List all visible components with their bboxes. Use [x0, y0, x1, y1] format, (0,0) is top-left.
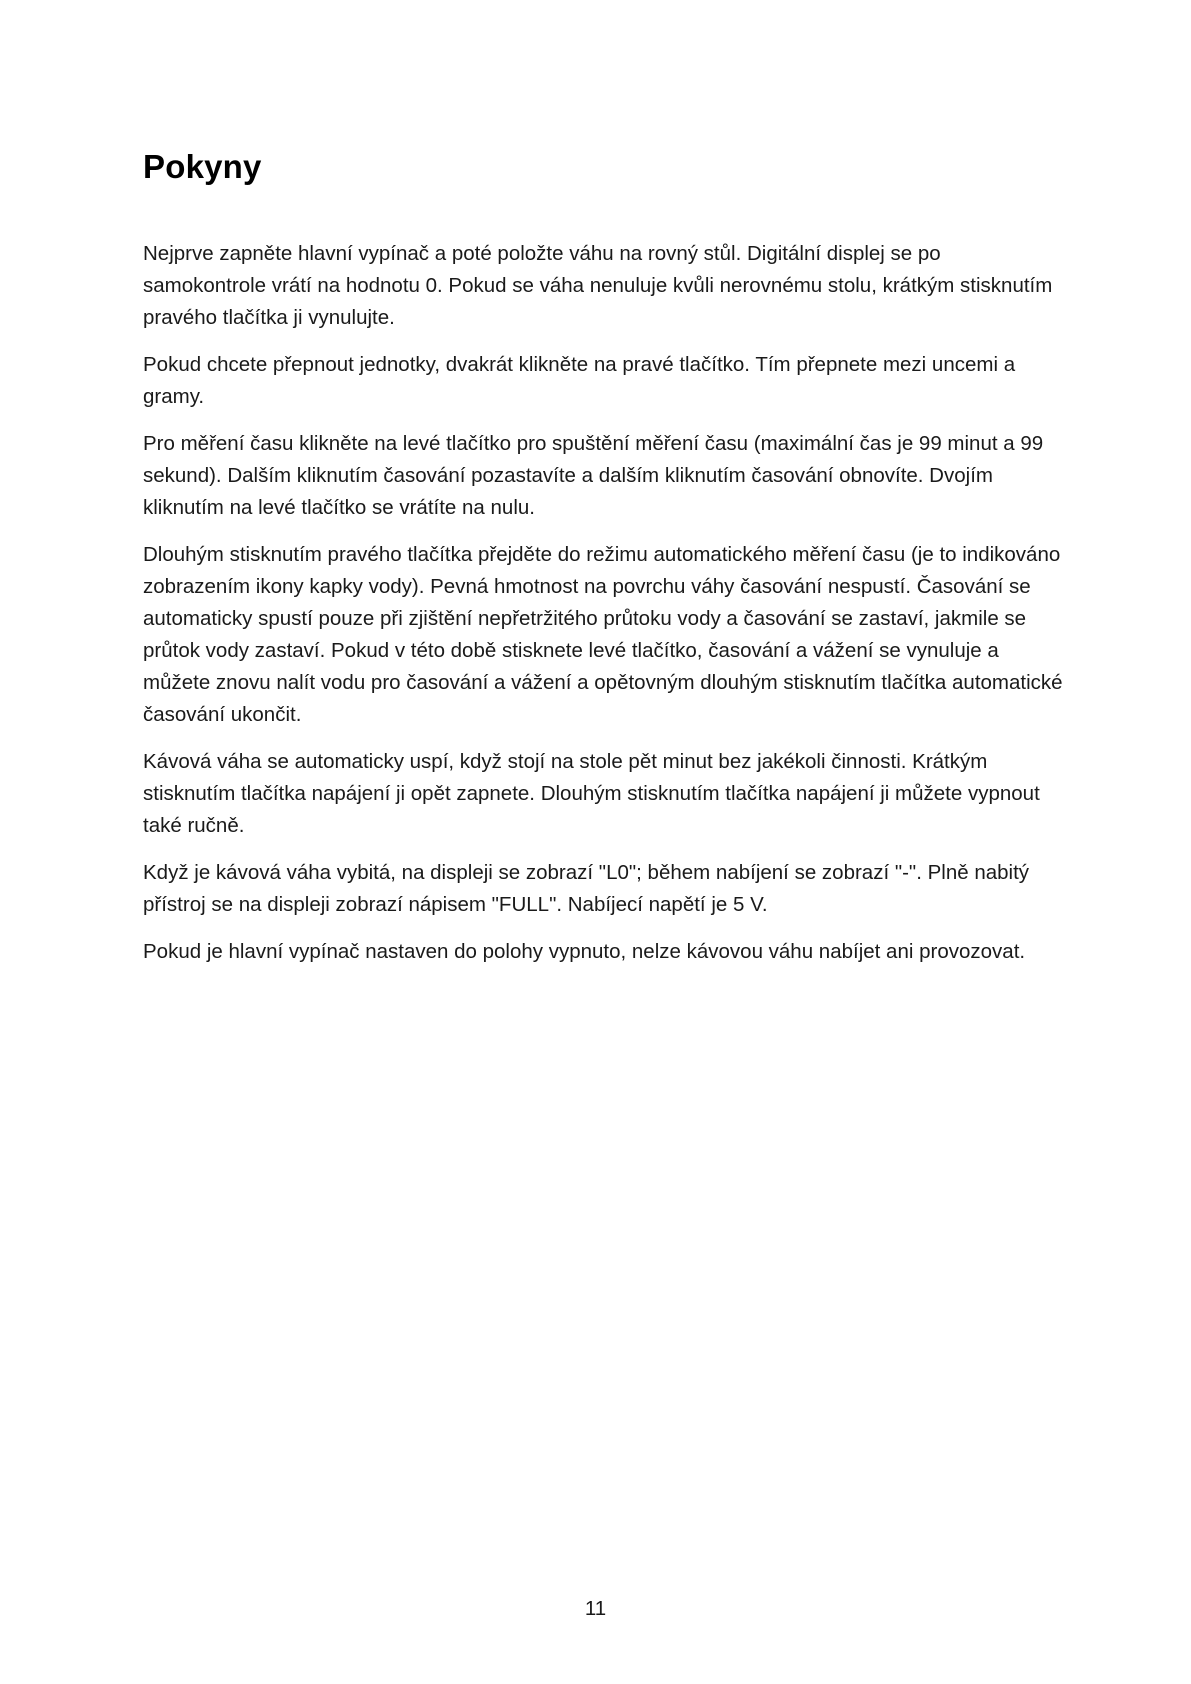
paragraph-battery: Když je kávová váha vybitá, na displeji se zobrazí "L0"; během nabíjení se zobrazí "-". Plně nabitý přístroj se na displeji zobrazí nápisem "FULL". Nabíjecí napětí je 5 V.: [143, 861, 1030, 916]
paragraph-auto-timer: Dlouhým stisknutím pravého tlačítka přejděte do režimu automatického měření času (je to indikováno zobrazením ikony kapky vody). Pevná hmotnost na povrchu váhy časování nespustí. Časování se automaticky spustí pouze při zjištění nepřetržitého průtoku vody a časování se zastaví, jakmile se průtok vody zastaví. Pokud v této době stisknete levé tlačítko, časování a vážení se vynuluje a můžete znovu nalít vodu pro časování a vážení a opětovným dlouhým stisknutím tlačítka automatické časování ukončit.: [143, 543, 1063, 726]
page-title: Pokyny: [143, 148, 262, 185]
paragraph-power-on: Nejprve zapněte hlavní vypínač a poté položte váhu na rovný stůl. Digitální displej se po samokontrole vrátí na hodnotu 0. Pokud se váha nenuluje kvůli nerovnému stolu, krátkým stisknutím pravého tlačítka ji vynulujte.: [143, 242, 1053, 329]
paragraph-timer: Pro měření času klikněte na levé tlačítko pro spuštění měření času (maximální čas je 99 minut a 99 sekund). Dalším kliknutím časování pozastavíte a dalším kliknutím časování obnovíte. Dvojím kliknutím na levé tlačítko se vrátíte na nulu.: [143, 432, 1044, 519]
page-number: 11: [584, 1597, 607, 1620]
page-content: [143, 142, 1063, 983]
body-text: [143, 238, 1063, 968]
paragraph-main-switch: Pokud je hlavní vypínač nastaven do polohy vypnuto, nelze kávovou váhu nabíjet ani provozovat.: [143, 940, 1026, 963]
paragraph-units: Pokud chcete přepnout jednotky, dvakrát klikněte na pravé tlačítko. Tím přepnete mezi uncemi a gramy.: [143, 353, 1016, 408]
paragraph-sleep: Kávová váha se automaticky uspí, když stojí na stole pět minut bez jakékoli činnosti. Krátkým stisknutím tlačítka napájení ji opět zapnete. Dlouhým stisknutím tlačítka napájení ji můžete vypnout také ručně.: [143, 750, 1040, 837]
